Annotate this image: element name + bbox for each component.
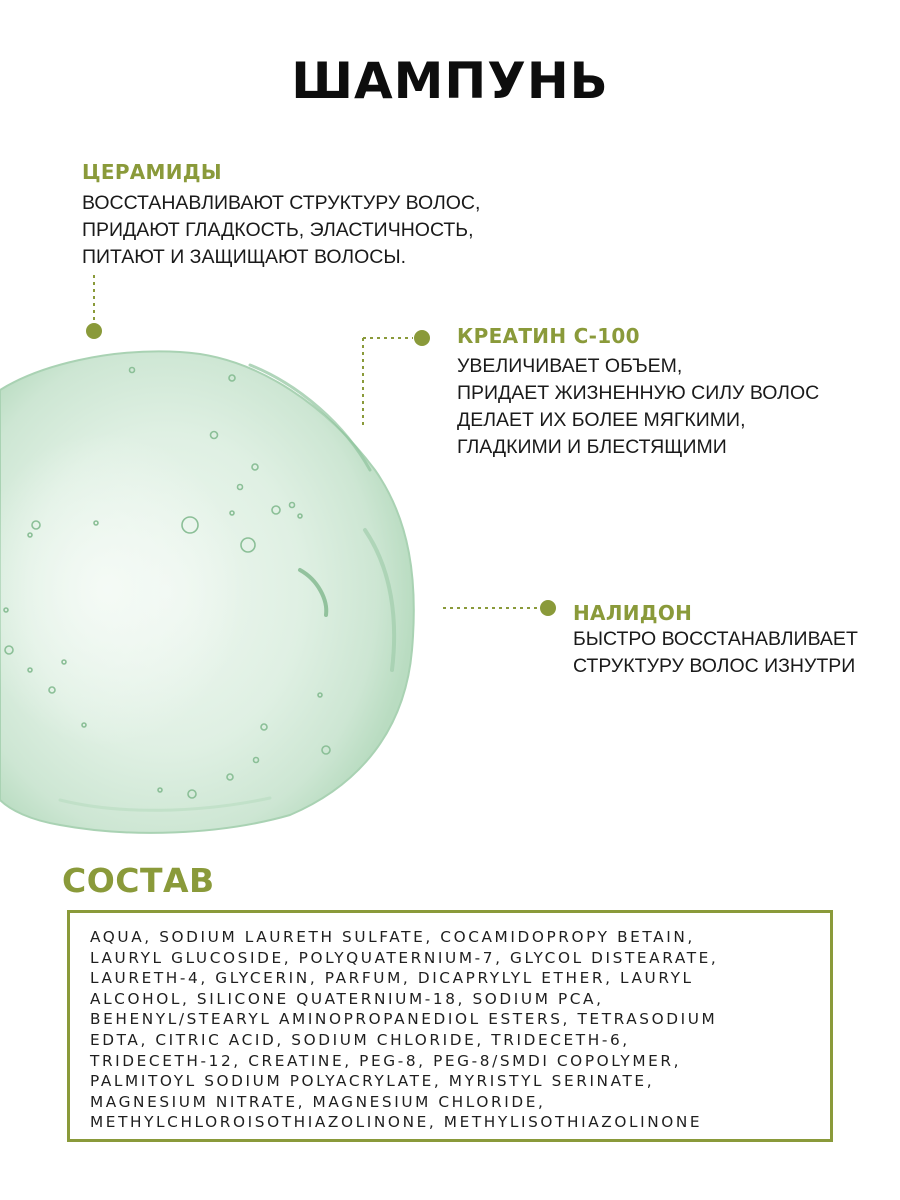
page-title: ШАМПУНЬ	[291, 52, 609, 110]
composition-box	[67, 910, 833, 1142]
composition-heading: СОСТАВ	[62, 861, 215, 900]
feature-text-creatine: УВЕЛИЧИВАЕТ ОБЪЕМ, ПРИДАЕТ ЖИЗНЕННУЮ СИЛУ ВОЛОС ДЕЛАЕТ ИХ БОЛЕЕ МЯГКИМИ, ГЛАДКИМИ И БЛЕСТЯЩИМИ	[457, 355, 820, 458]
composition-ingredients: AQUA, SODIUM LAURETH SULFATE, COCAMIDOPROPY BETAIN, LAURYL GLUCOSIDE, POLYQUATERNIUM-7, GLYCOL DISTEARATE, LAURETH-4, GLYCERIN, PARFUM, DICAPRYLYL ETHER, LAURYL ALCOHOL, SILICONE QUATERNIUM-18, SODIUM PCA, BEHENYL/STEARYL AMINOPROPANEDIOL ESTERS, TETRASODIUM EDTA, CITRIC ACID, SODIUM CHLORIDE, TRIDECETH-6, TRIDECETH-12, CREATINE, PEG-8, PEG-8/SMDI COPOLYMER, PALMITOYL SODIUM POLYACRYLATE, MYRISTYL SERINATE, MAGNESIUM NITRATE, MAGNESIUM CHLORIDE, METHYLCHLOROISOTHIAZOLINONE, METHYLISOTHIAZOLINONE	[90, 928, 719, 1132]
feature-text-nalidon: БЫСТРО ВОССТАНАВЛИВАЕТ СТРУКТУРУ ВОЛОС ИЗНУТРИ	[573, 628, 858, 677]
feature-title-ceramides: ЦЕРАМИДЫ	[82, 160, 222, 184]
feature-title-nalidon: НАЛИДОН	[573, 601, 693, 625]
gel-drop-image	[0, 330, 420, 840]
feature-text-ceramides: ВОССТАНАВЛИВАЮТ СТРУКТУРУ ВОЛОС, ПРИДАЮТ ГЛАДКОСТЬ, ЭЛАСТИЧНОСТЬ, ПИТАЮТ И ЗАЩИЩАЮТ ВОЛОСЫ.	[82, 192, 481, 268]
nalidon-marker-dot	[540, 600, 556, 616]
feature-title-creatine: КРЕАТИН С-100	[457, 324, 640, 348]
